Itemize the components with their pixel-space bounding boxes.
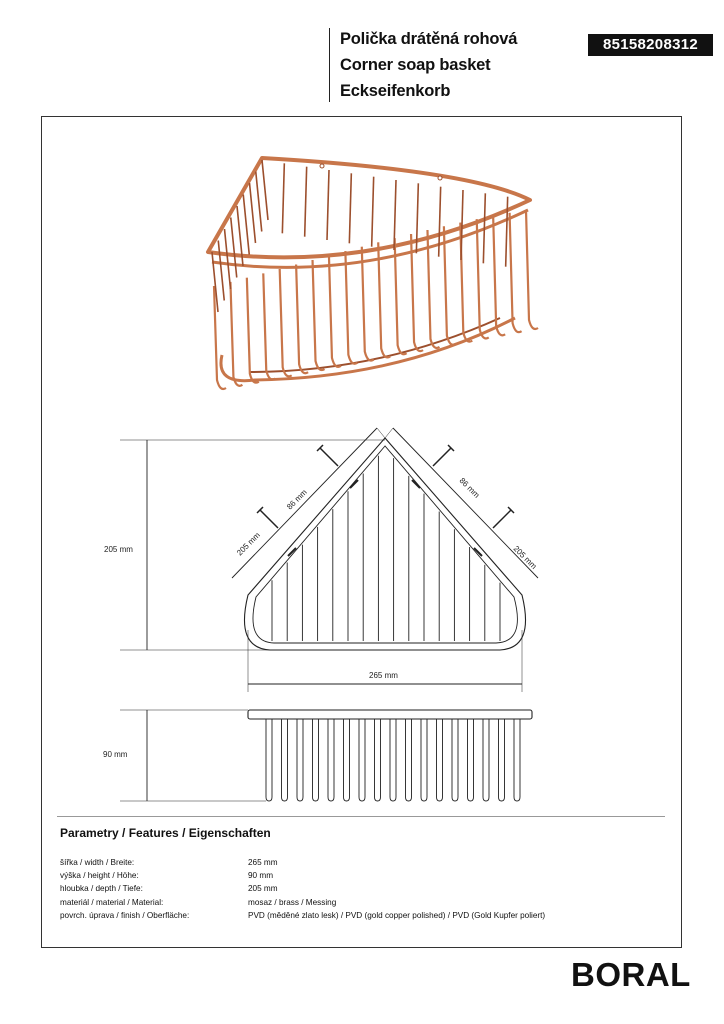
depth-dimension-label: 90 mm bbox=[103, 750, 128, 759]
hanger-clip bbox=[350, 480, 358, 488]
spec-value: 90 mm bbox=[248, 871, 274, 881]
side-view-wire bbox=[375, 719, 381, 801]
spec-label: výška / height / Höhe: bbox=[60, 871, 139, 881]
side-view-wire bbox=[499, 719, 505, 801]
basket-wire bbox=[329, 256, 341, 367]
basket-back-wire bbox=[256, 172, 262, 232]
basket-wire bbox=[444, 226, 456, 345]
basket-wire bbox=[263, 273, 275, 379]
side-view-drawing bbox=[120, 710, 532, 801]
product-code-badge: 85158208312 bbox=[588, 34, 713, 56]
spec-label: povrch. úprava / finish / Oberfläche: bbox=[60, 910, 190, 920]
features-heading: Parametry / Features / Eigenschaften bbox=[60, 826, 271, 840]
spec-row-width bbox=[60, 856, 545, 869]
right-diagonal-dimension bbox=[393, 428, 538, 578]
side-view-rim bbox=[248, 710, 532, 719]
spec-label: materiál / material / Material: bbox=[60, 897, 164, 907]
side-view-wire bbox=[421, 719, 427, 801]
mount-left-dimension-label: 86 mm bbox=[285, 487, 309, 512]
spec-value: 265 mm bbox=[248, 858, 278, 867]
hanger-clip bbox=[412, 480, 420, 488]
spec-row-height bbox=[60, 869, 545, 882]
side-view-wire bbox=[344, 719, 350, 801]
side-view-wire bbox=[390, 719, 396, 801]
mount-hole bbox=[320, 164, 324, 168]
product-photo bbox=[208, 158, 538, 389]
basket-back-wire bbox=[225, 229, 231, 289]
side-view-wire bbox=[514, 719, 520, 801]
basket-back-wire bbox=[262, 160, 268, 220]
basket-wire bbox=[313, 260, 325, 370]
mounting-screw bbox=[260, 510, 278, 528]
basket-back-wire bbox=[250, 183, 256, 243]
spec-value: 205 mm bbox=[248, 884, 278, 894]
mounting-screw bbox=[493, 510, 511, 528]
spec-value: mosaz / brass / Messing bbox=[248, 897, 337, 907]
basket-wire bbox=[230, 282, 242, 386]
basket-back-wire bbox=[483, 193, 485, 263]
side-view-wire bbox=[297, 719, 303, 801]
top-view-outline bbox=[244, 438, 525, 650]
side-left-dimension-label: 205 mm bbox=[235, 530, 262, 558]
spec-value: PVD (měděné zlato lesk) / PVD (gold copper polished) / PVD (Gold Kupfer poliert) bbox=[248, 910, 546, 920]
basket-wire bbox=[477, 219, 489, 338]
spec-row-depth bbox=[60, 882, 545, 895]
basket-wire bbox=[296, 265, 308, 374]
basket-wire bbox=[280, 269, 292, 376]
basket-wire bbox=[510, 213, 522, 332]
features-divider bbox=[57, 816, 665, 817]
basket-wire bbox=[362, 247, 374, 361]
side-right-dimension-label: 205 mm bbox=[511, 544, 539, 571]
side-view-wire bbox=[483, 719, 489, 801]
basket-back-wire bbox=[372, 177, 374, 247]
side-view-wire bbox=[468, 719, 474, 801]
basket-wire bbox=[247, 278, 259, 383]
title-english: Corner soap basket bbox=[340, 56, 491, 74]
spec-table bbox=[60, 856, 545, 922]
side-view-wire bbox=[452, 719, 458, 801]
spec-row-material bbox=[60, 896, 545, 909]
height-dimension-label: 205 mm bbox=[104, 545, 133, 554]
title-german: Eckseifenkorb bbox=[340, 82, 451, 100]
basket-back-wire bbox=[349, 173, 351, 243]
width-dimension-label: 265 mm bbox=[369, 671, 398, 680]
basket-back-wire bbox=[282, 163, 284, 233]
apex-extension-right bbox=[385, 428, 393, 438]
side-view-wire bbox=[406, 719, 412, 801]
basket-back-wire bbox=[305, 167, 307, 237]
title-czech: Polička drátěná rohová bbox=[340, 30, 518, 48]
basket-back-wire bbox=[243, 195, 249, 255]
side-view-wire bbox=[266, 719, 272, 801]
top-view-drawing bbox=[120, 428, 538, 692]
side-view-wire bbox=[282, 719, 288, 801]
mounting-screw bbox=[320, 448, 338, 466]
mount-hole bbox=[438, 176, 442, 180]
basket-back-wire bbox=[416, 183, 418, 253]
basket-back-wire bbox=[461, 190, 463, 260]
basket-back-wire bbox=[218, 241, 224, 301]
side-view-wire bbox=[328, 719, 334, 801]
spec-label: hloubka / depth / Tiefe: bbox=[60, 884, 143, 894]
left-diagonal-dimension bbox=[232, 428, 377, 578]
mounting-screw bbox=[433, 448, 451, 466]
side-view-wire bbox=[313, 719, 319, 801]
basket-back-wire bbox=[439, 187, 441, 257]
basket-back-wire bbox=[231, 218, 237, 278]
side-view-wire bbox=[437, 719, 443, 801]
apex-extension-left bbox=[377, 428, 385, 438]
brand-logo: BORAL bbox=[571, 956, 691, 993]
side-view-wire bbox=[359, 719, 365, 801]
mount-right-dimension-label: 86 mm bbox=[457, 476, 482, 500]
spec-row-finish bbox=[60, 909, 545, 922]
basket-back-wire bbox=[327, 170, 329, 240]
basket-wire bbox=[345, 251, 357, 364]
basket-back-wire bbox=[506, 197, 508, 267]
spec-label: šířka / width / Breite: bbox=[60, 858, 135, 867]
basket-wire bbox=[526, 210, 538, 329]
